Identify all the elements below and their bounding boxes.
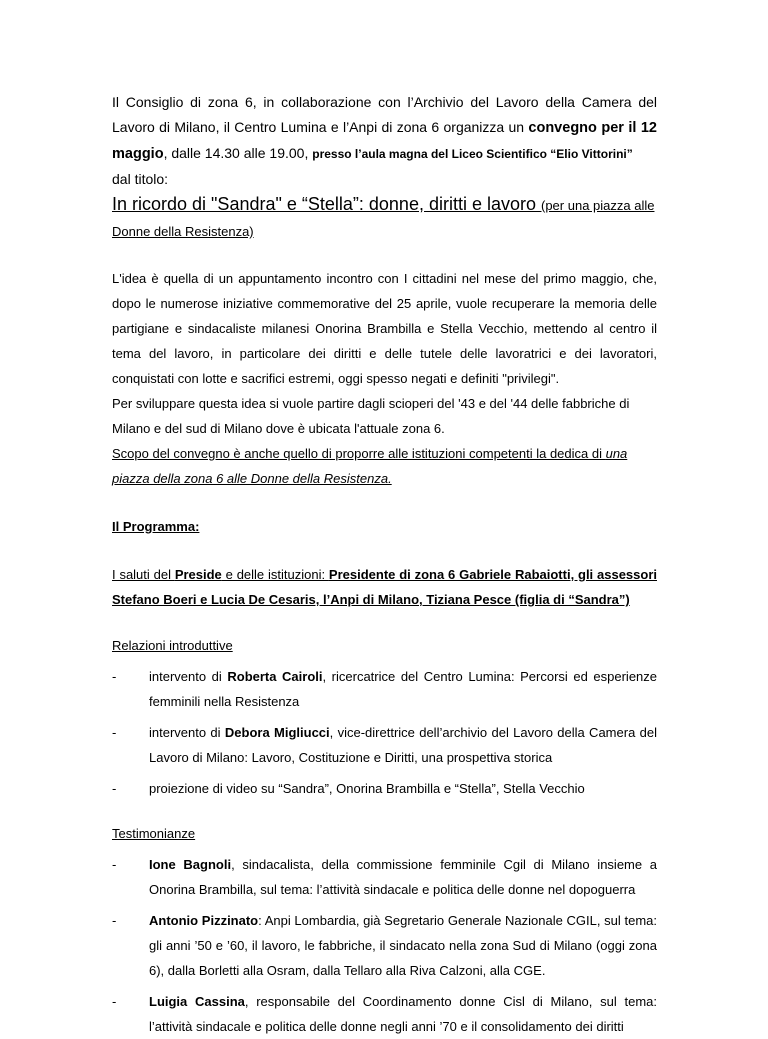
item-text: , sindacalista, della commissione femminile Cgil di Milano insieme a Onorina Brambilla, sul tema: l’attività sindacale e politica delle donne nel dopoguerra (149, 857, 658, 897)
list-dash: - (112, 913, 117, 928)
speaker-name: Luigia Cassina (149, 994, 245, 1009)
intro-text: Il Consiglio di zona 6, in collaborazione con l’Archivio del Lavoro della Camera del Lavoro di Milano, il Centro Lumina e l’Anpi di zona 6 organizza un (112, 94, 657, 135)
document-body (112, 90, 657, 1039)
saluti-mid: e delle istituzioni: (221, 567, 329, 582)
relazioni-list (112, 664, 657, 801)
list-item (112, 989, 657, 1039)
saluti-speakers: Presidente di zona 6 Gabriele Rabaiotti, gli assessori Stefano Boeri e Lucia De Cesaris, l’Anpi di Milano, Tiziana Pesce (figlia di “Sandra”) (112, 567, 657, 607)
list-dash: - (112, 994, 117, 1009)
list-dash: - (112, 669, 117, 684)
programma-heading: Il Programma: (112, 519, 200, 534)
speaker-name: Ione Bagnoli (149, 857, 232, 872)
speaker-name: Antonio Pizzinato (149, 913, 259, 928)
intro-title-lead: dal titolo: (112, 171, 169, 187)
item-text: : Anpi Lombardia, già Segretario Generale Nazionale CGIL, sul tema: gli anni ’50 e ’60, il lavoro, le fabbriche, il sindacato nella zona Sud di Milano (oggi zona 6), dalla Borletti alla Osram, dalla Tellaro alla Riva Calzoni, alla CGE. (149, 913, 657, 978)
body-paragraph-idea: L'idea è quella di un appuntamento incontro con I cittadini nel mese del primo maggio, che, dopo le numerose iniziative commemorative del 25 aprile, vuole recuperare la memoria delle partigiane e sindacaliste milanesi Onorina Brambilla e Stella Vecchio, mettendo al centro il tema del lavoro, in particolare dei diritti e delle tutele delle lavoratrici e dei lavoratori, conquistati con lotte e sacrifici estremi, oggi spesso negati e definiti "privilegi". (112, 271, 657, 386)
speaker-name: Debora Migliucci (224, 725, 330, 740)
testimonianze-list (112, 852, 657, 1039)
intro-paragraph (112, 90, 657, 192)
item-prefix: intervento di (149, 669, 228, 684)
list-item (112, 720, 657, 770)
intro-event-date: convegno per il 12 maggio (112, 120, 657, 162)
event-title-sub: (per una piazza alle Donne della Resistenza) (112, 198, 655, 239)
purpose-italic: una piazza della zona 6 alle Donne della Resistenza. (112, 446, 628, 486)
list-item (112, 852, 657, 902)
item-text: proiezione di video su “Sandra”, Onorina Brambilla e “Stella”, Stella Vecchio (149, 781, 585, 796)
item-text: , responsabile del Coordinamento donne Cisl di Milano, sul tema: l’attività sindacale e politica delle donne negli anni ’70 e il consolidamento dei diritti (149, 994, 657, 1034)
purpose-text: Scopo del convegno è anche quello di proporre alle istituzioni competenti la dedica di (112, 446, 606, 461)
speaker-name: Roberta Cairoli (227, 669, 323, 684)
intro-venue: presso l’aula magna del Liceo Scientifico “Elio Vittorini” (312, 147, 633, 161)
body-paragraph-purpose (112, 441, 657, 491)
testimonianze-heading: Testimonianze (112, 826, 196, 841)
list-item (112, 908, 657, 983)
item-prefix: intervento di (149, 725, 225, 740)
body-paragraph-strikes: Per sviluppare questa idea si vuole partire dagli scioperi del '43 e del '44 delle fabbriche di Milano e del sud di Milano dove è ubicata l'attuale zona 6. (112, 396, 630, 436)
list-dash: - (112, 857, 117, 872)
list-dash: - (112, 781, 117, 796)
list-item (112, 664, 657, 714)
item-text: , ricercatrice del Centro Lumina: Percorsi ed esperienze femminili nella Resistenza (149, 669, 658, 709)
list-item (112, 776, 657, 801)
list-dash: - (112, 725, 117, 740)
event-title (112, 192, 657, 244)
saluti-pre: I saluti del (112, 567, 175, 582)
item-text: , vice-direttrice dell’archivio del Lavoro della Camera del Lavoro di Milano: Lavoro, Costituzione e Diritti, una prospettiva storica (149, 725, 657, 765)
event-title-main: In ricordo di "Sandra" e “Stella”: donne, diritti e lavoro (112, 194, 541, 214)
saluti-paragraph (112, 562, 657, 612)
relazioni-heading: Relazioni introduttive (112, 638, 233, 653)
intro-time: , dalle 14.30 alle 19.00, (163, 145, 313, 161)
saluti-preside: Preside (174, 567, 222, 582)
